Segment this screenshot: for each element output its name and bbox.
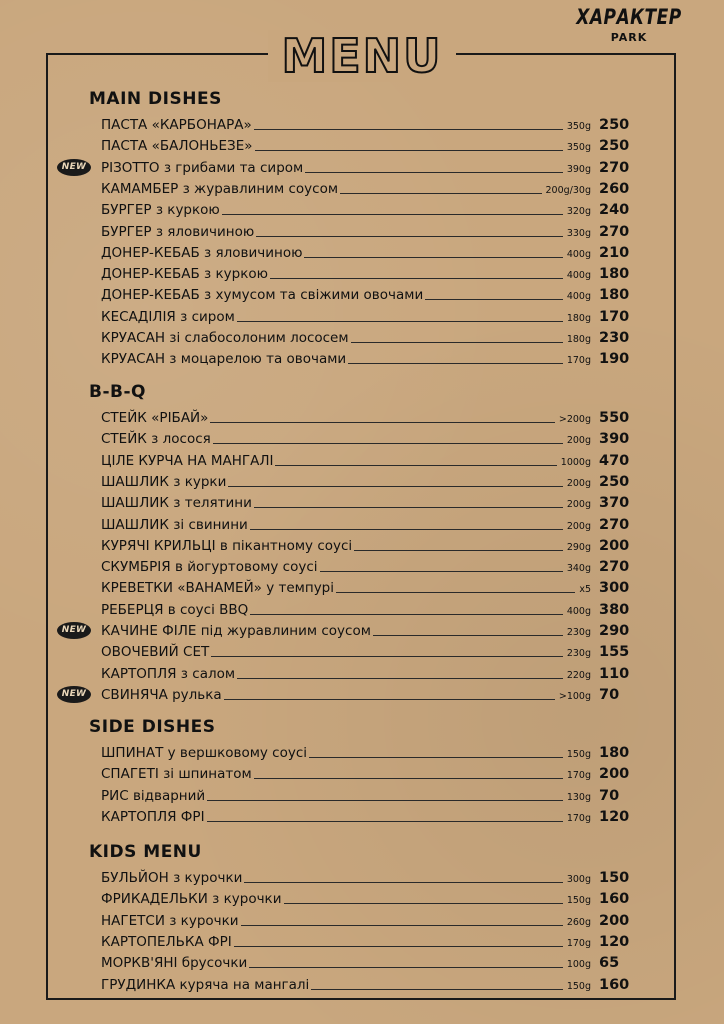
item-price: 250 — [599, 117, 630, 133]
menu-item — [101, 241, 629, 262]
new-badge: NEW — [57, 159, 91, 176]
brand-logo — [574, 5, 684, 44]
item-price: 180 — [599, 266, 630, 283]
dotted-leader — [373, 634, 563, 636]
menu-title: MENU — [268, 30, 456, 82]
menu-item — [101, 662, 629, 683]
item-weight: 340g — [566, 563, 591, 575]
dotted-leader — [237, 677, 563, 679]
item-name: КАЧИНЕ ФІЛЕ під журавлиним соусом — [101, 623, 371, 639]
item-weight: 400g — [566, 605, 591, 617]
item-price: 270 — [599, 223, 630, 240]
item-weight: 400g — [566, 291, 591, 303]
item-weight: 170g — [566, 937, 591, 949]
new-badge: NEW — [57, 622, 91, 639]
menu-item — [101, 449, 629, 470]
dotted-leader — [336, 591, 575, 593]
item-price: 155 — [599, 644, 630, 661]
item-weight: 150g — [566, 895, 591, 907]
dotted-leader — [311, 988, 563, 990]
menu-item — [101, 305, 629, 326]
item-weight: 200g — [566, 477, 591, 489]
item-price: 260 — [599, 180, 630, 197]
item-weight: 300g — [566, 874, 591, 885]
item-weight: 290g — [566, 541, 591, 553]
item-price: 380 — [599, 601, 630, 618]
dotted-leader — [254, 506, 563, 508]
brand-name: ХАРАКТЕР — [576, 5, 682, 31]
item-price: 70 — [599, 787, 620, 804]
dotted-leader — [250, 528, 563, 530]
dotted-leader — [275, 464, 556, 466]
item-price: 390 — [599, 431, 630, 448]
dotted-leader — [222, 213, 563, 215]
item-name: СПАГЕТІ зі шпинатом — [101, 766, 252, 783]
item-name: РИС відварний — [101, 787, 206, 804]
item-name: ДОНЕР-КЕБАБ з яловичиною — [101, 244, 303, 261]
dotted-leader — [234, 945, 563, 947]
menu-item — [101, 470, 629, 491]
menu-item — [101, 113, 629, 134]
item-name: СТЕЙК «РІБАЙ» — [101, 410, 209, 426]
item-price: 300 — [599, 580, 630, 597]
item-price: 250 — [599, 473, 630, 490]
item-price: 120 — [599, 933, 630, 950]
item-price: 160 — [599, 891, 630, 908]
section-title: MAIN DISHES — [89, 89, 222, 109]
menu-item — [101, 347, 629, 368]
section-title: SIDE DISHES — [89, 717, 216, 737]
dotted-leader — [237, 320, 563, 322]
item-weight: 330g — [566, 227, 591, 239]
item-price: 200 — [599, 912, 630, 929]
menu-item — [101, 762, 629, 783]
item-name: МОРКВ'ЯНІ брусочки — [101, 955, 248, 972]
menu-item — [101, 866, 629, 887]
item-weight: 150g — [566, 749, 591, 760]
menu-item — [101, 177, 629, 198]
item-weight: 400g — [566, 248, 591, 260]
item-name: ФРИКАДЕЛЬКИ з курочки — [101, 891, 282, 908]
item-price: 270 — [599, 159, 630, 176]
item-price: 180 — [599, 745, 630, 761]
item-weight: >100g — [558, 690, 591, 702]
item-name: ШАШЛИК зі свинини — [101, 516, 248, 533]
item-name: ДОНЕР-КЕБАБ з хумусом та свіжими овочами — [101, 287, 424, 304]
dotted-leader — [207, 799, 563, 801]
dotted-leader — [354, 549, 563, 551]
item-name: ОВОЧЕВИЙ СЕТ — [101, 644, 210, 661]
item-name: КРЕВЕТКИ «ВАНАМЕЙ» у темпурі — [101, 580, 335, 597]
menu-item — [101, 930, 629, 951]
item-price: 190 — [599, 351, 630, 368]
menu-item — [101, 555, 629, 576]
menu-item — [101, 198, 629, 219]
section-title: KIDS MENU — [89, 842, 202, 862]
item-price: 110 — [599, 665, 630, 682]
menu-item — [101, 156, 629, 177]
dotted-leader — [320, 570, 563, 572]
dotted-leader — [224, 698, 555, 700]
brand-sub: PARK — [610, 31, 648, 44]
item-weight: 220g — [566, 669, 591, 681]
item-weight: 390g — [566, 163, 591, 175]
menu-item — [101, 640, 629, 661]
dotted-leader — [340, 192, 542, 194]
menu-item — [101, 534, 629, 555]
item-price: 370 — [599, 495, 630, 512]
dotted-leader — [255, 149, 563, 151]
item-price: 250 — [599, 138, 630, 155]
dotted-leader — [270, 277, 563, 279]
item-weight: 260g — [566, 916, 591, 928]
dotted-leader — [250, 613, 563, 615]
item-price: 150 — [599, 870, 630, 886]
dotted-leader — [256, 235, 563, 237]
item-weight: 200g/30g — [545, 184, 591, 196]
dotted-leader — [210, 421, 554, 423]
new-badge: NEW — [57, 686, 91, 703]
item-name: КУРЯЧІ КРИЛЬЦІ в пікантному соусі — [101, 537, 353, 554]
item-weight: 100g — [566, 959, 591, 971]
item-weight: 200g — [566, 499, 591, 511]
dotted-leader — [309, 756, 563, 758]
item-weight: 230g — [566, 648, 591, 660]
dotted-leader — [228, 485, 562, 487]
menu-item — [101, 619, 629, 640]
dotted-leader — [254, 777, 563, 779]
menu-item — [101, 283, 629, 304]
menu-item — [101, 406, 629, 427]
item-price: 470 — [599, 452, 630, 469]
item-price: 230 — [599, 330, 630, 346]
item-name: ШПИНАТ у вершковому соусі — [101, 745, 308, 761]
item-weight: 350g — [566, 121, 591, 132]
item-price: 200 — [599, 766, 630, 783]
item-name: ДОНЕР-КЕБАБ з куркою — [101, 266, 268, 283]
item-weight: 130g — [566, 791, 591, 803]
item-name: КРУАСАН зі слабосолоним лососем — [101, 330, 349, 346]
item-name: БУРГЕР з яловичиною — [101, 223, 255, 240]
dotted-leader — [241, 924, 563, 926]
item-name: ПАСТА «КАРБОНАРА» — [101, 117, 252, 133]
item-price: 290 — [599, 623, 630, 639]
item-weight: >200g — [558, 414, 591, 425]
dotted-leader — [305, 171, 563, 173]
menu-item — [101, 513, 629, 534]
item-weight: x5 — [579, 584, 591, 596]
dotted-leader — [211, 655, 563, 657]
item-name: СТЕЙК з лосося — [101, 431, 211, 448]
item-name: ШАШЛИК з телятини — [101, 495, 252, 512]
menu-item — [101, 887, 629, 908]
item-price: 120 — [599, 808, 630, 825]
menu-item — [101, 909, 629, 930]
dotted-leader — [348, 362, 563, 364]
menu-item — [101, 427, 629, 448]
item-price: 160 — [599, 976, 630, 993]
section-title: B-B-Q — [89, 382, 146, 402]
item-name: РЕБЕРЦЯ в соусі BBQ — [101, 601, 249, 618]
item-price: 270 — [599, 559, 630, 576]
item-price: 240 — [599, 202, 630, 219]
menu-item — [101, 951, 629, 972]
menu-item — [101, 262, 629, 283]
dotted-leader — [213, 442, 563, 444]
dotted-leader — [207, 820, 563, 822]
dotted-leader — [249, 966, 563, 968]
item-weight: 1000g — [560, 456, 591, 468]
item-name: БУРГЕР з куркою — [101, 202, 220, 219]
dotted-leader — [304, 256, 562, 258]
item-weight: 200g — [566, 520, 591, 532]
item-weight: 320g — [566, 206, 591, 218]
item-weight: 180g — [566, 334, 591, 345]
dotted-leader — [254, 128, 563, 130]
item-name: КАРТОПЛЯ з салом — [101, 665, 236, 682]
item-name: ПАСТА «БАЛОНЬЕЗЕ» — [101, 138, 253, 155]
item-name: СВИНЯЧА рулька — [101, 686, 222, 703]
item-price: 200 — [599, 537, 630, 554]
item-weight: 170g — [566, 355, 591, 367]
item-name: ЦІЛЕ КУРЧА НА МАНГАЛІ — [101, 452, 274, 469]
menu-item — [101, 784, 629, 805]
dotted-leader — [244, 881, 562, 883]
item-price: 65 — [599, 955, 620, 972]
item-name: СКУМБРІЯ в йогуртовому соусі — [101, 559, 318, 576]
item-name: КЕСАДІЛІЯ з сиром — [101, 308, 235, 325]
menu-item — [101, 741, 629, 762]
menu-item — [101, 326, 629, 347]
menu-item — [101, 598, 629, 619]
menu-item — [101, 973, 629, 994]
item-price: 550 — [599, 410, 630, 426]
menu-item — [101, 220, 629, 241]
menu-item — [101, 805, 629, 826]
item-weight: 350g — [566, 142, 591, 154]
item-price: 70 — [599, 686, 620, 703]
item-price: 180 — [599, 287, 630, 304]
menu-item — [101, 683, 629, 704]
item-weight: 230g — [566, 627, 591, 638]
menu-item — [101, 491, 629, 512]
item-price: 170 — [599, 308, 630, 325]
dotted-leader — [425, 298, 563, 300]
item-weight: 150g — [566, 980, 591, 992]
item-price: 270 — [599, 516, 630, 533]
item-weight: 170g — [566, 770, 591, 782]
item-name: ГРУДИНКА куряча на мангалі — [101, 976, 310, 993]
item-price: 210 — [599, 244, 630, 261]
item-name: БУЛЬЙОН з курочки — [101, 870, 243, 886]
item-name: КРУАСАН з моцарелою та овочами — [101, 351, 347, 368]
item-name: ШАШЛИК з курки — [101, 473, 227, 490]
item-weight: 180g — [566, 312, 591, 324]
menu-item — [101, 576, 629, 597]
item-name: РІЗОТТО з грибами та сиром — [101, 159, 304, 176]
item-weight: 200g — [566, 435, 591, 447]
item-weight: 400g — [566, 270, 591, 282]
item-name: НАГЕТСИ з курочки — [101, 912, 239, 929]
item-weight: 170g — [566, 812, 591, 824]
item-name: КАРТОПЛЯ ФРІ — [101, 808, 205, 825]
dotted-leader — [351, 341, 563, 343]
menu-item — [101, 134, 629, 155]
dotted-leader — [284, 902, 563, 904]
item-name: КАМАМБЕР з журавлиним соусом — [101, 180, 339, 197]
item-name: КАРТОПЕЛЬКА ФРІ — [101, 933, 232, 950]
